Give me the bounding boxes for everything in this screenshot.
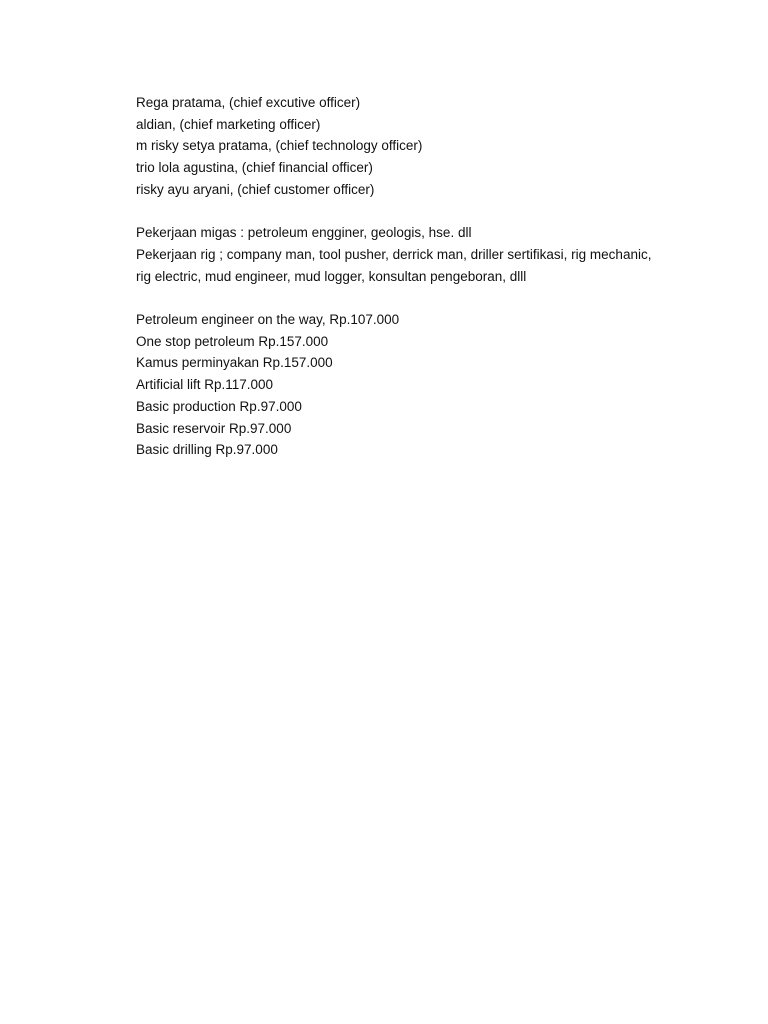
paragraph-gap xyxy=(136,287,696,309)
book-price-line: Basic drilling Rp.97.000 xyxy=(136,442,278,458)
book-price-line: Artificial lift Rp.117.000 xyxy=(136,377,274,393)
book-price-line: Basic reservoir Rp.97.000 xyxy=(136,420,292,436)
paragraph-gap xyxy=(136,201,696,223)
book-price-line: One stop petroleum Rp.157.000 xyxy=(136,333,329,349)
officer-line: trio lola agustina, (chief financial officer) xyxy=(136,160,373,176)
books-list xyxy=(136,309,696,461)
officer-line: m risky setya pratama, (chief technology officer) xyxy=(136,138,423,154)
jobs-rig-line-2: rig electric, mud engineer, mud logger, konsultan pengeboran, dlll xyxy=(136,268,527,284)
jobs-migas-line: Pekerjaan migas : petroleum engginer, geologis, hse. dll xyxy=(136,225,472,241)
officer-line: aldian, (chief marketing officer) xyxy=(136,116,321,132)
book-price-line: Kamus perminyakan Rp.157.000 xyxy=(136,355,333,371)
jobs-section xyxy=(136,222,696,287)
book-price-line: Petroleum engineer on the way, Rp.107.000 xyxy=(136,312,400,327)
officer-line: Rega pratama, (chief excutive officer) xyxy=(136,95,361,110)
book-price-line: Basic production Rp.97.000 xyxy=(136,398,302,414)
officers-list xyxy=(136,92,696,201)
officer-line: risky ayu aryani, (chief customer officer) xyxy=(136,181,375,197)
jobs-rig-line-1: Pekerjaan rig ; company man, tool pusher, derrick man, driller sertifikasi, rig mechanic, xyxy=(136,246,652,262)
document-body xyxy=(136,92,696,461)
